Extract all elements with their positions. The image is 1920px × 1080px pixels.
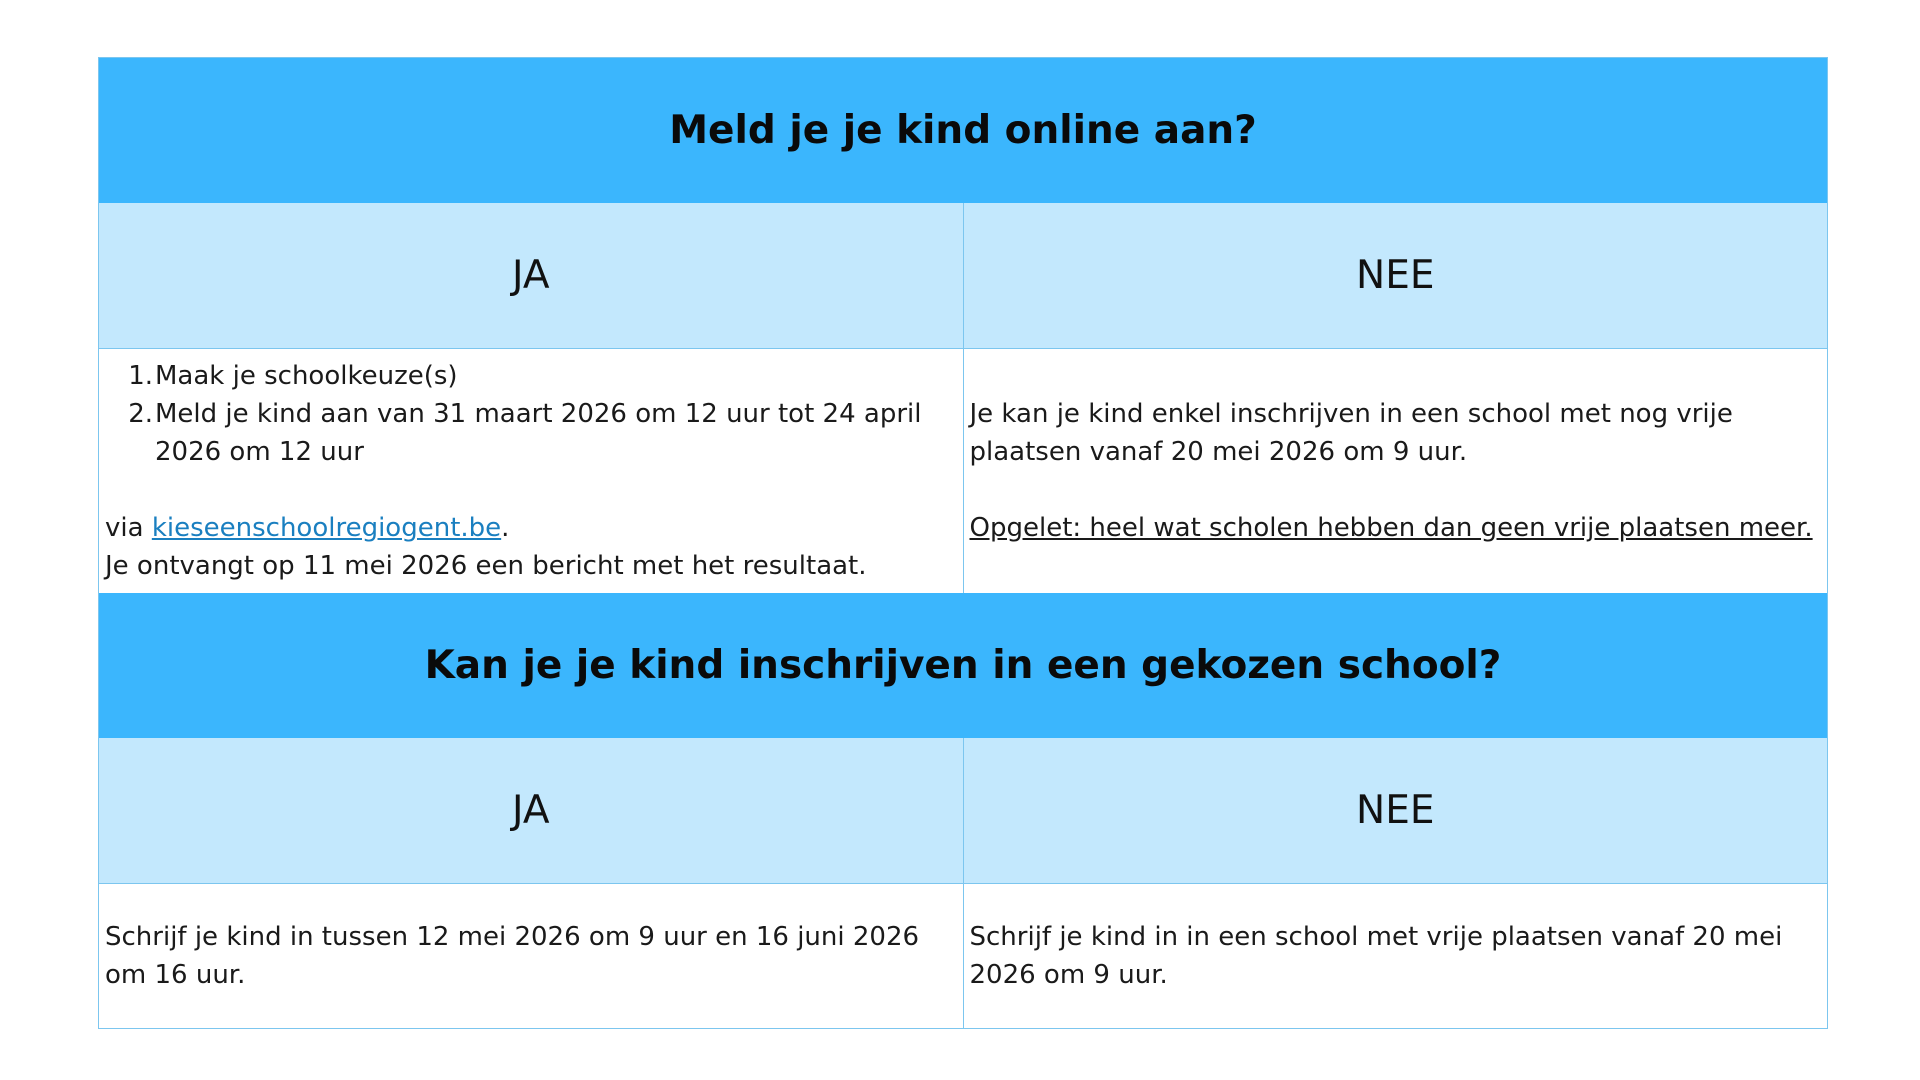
warning-text: Opgelet: heel wat scholen hebben dan geen vrije plaatsen meer. <box>969 513 1813 543</box>
step-text: Maak je schoolkeuze(s) <box>155 361 458 391</box>
section2-title: Kan je je kind inschrijven in een gekozen school? <box>99 593 1827 738</box>
section2-ja-cell <box>99 884 963 1028</box>
enrollment-flow-table <box>98 57 1828 1029</box>
section1-header-row <box>99 203 1827 348</box>
kieseenschool-link[interactable]: kieseenschoolregiogent.be <box>151 513 502 543</box>
step-item <box>105 395 957 471</box>
step-text: Meld je kind aan van 31 maart 2026 om 12 uur tot 24 april 2026 om 12 uur <box>155 399 922 467</box>
section2-body-row <box>99 883 1827 1028</box>
section2-nee-cell <box>963 884 1828 1028</box>
section1-body-row <box>99 348 1827 593</box>
section1-nee-cell <box>963 349 1828 593</box>
spacer <box>105 471 957 509</box>
step-number: 1. <box>128 361 153 391</box>
section2-nee-text: Schrijf je kind in in een school met vrije plaatsen vanaf 20 mei 2026 om 9 uur. <box>969 922 1783 990</box>
section2-header-row <box>99 738 1827 883</box>
section1-nee-header: NEE <box>963 203 1828 348</box>
section1-ja-cell <box>99 349 963 593</box>
steps-list <box>105 357 957 471</box>
section1-title: Meld je je kind online aan? <box>99 58 1827 203</box>
section2-ja-text: Schrijf je kind in tussen 12 mei 2026 om 9 uur en 16 juni 2026 om 16 uur. <box>105 922 920 990</box>
result-text: Je ontvangt op 11 mei 2026 een bericht met het resultaat. <box>105 551 867 581</box>
via-line <box>105 509 957 547</box>
via-suffix: . <box>501 513 510 543</box>
spacer <box>970 471 1822 509</box>
step-item <box>105 357 957 395</box>
section1-ja-header: JA <box>512 253 550 298</box>
nee-text: Je kan je kind enkel inschrijven in een school met nog vrije plaatsen vanaf 20 mei 2026 om 9 uur. <box>969 399 1733 467</box>
section2-ja-header: JA <box>512 788 550 833</box>
via-prefix: via <box>105 513 152 543</box>
section2-nee-header: NEE <box>963 738 1828 883</box>
step-number: 2. <box>128 399 153 429</box>
